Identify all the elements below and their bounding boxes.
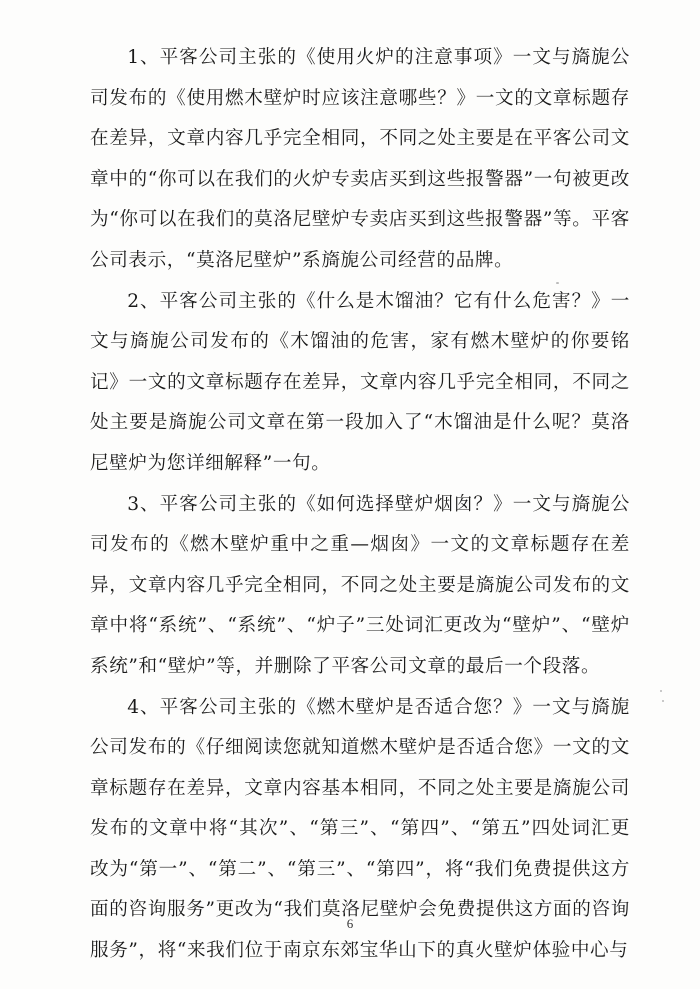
page-number: 6 [346,916,354,931]
document-body [90,38,630,972]
paragraph-2: 2、平客公司主张的《什么是木馏油？它有什么危害？》一文与旖旎公司发布的《木馏油的危害，家有燃木壁炉的你要铭记》一文的文章标题存在差异，文章内容几乎完全相同，不同之处主要是旖旎公司文章在第一段加入了“木馏油是什么呢？莫洛尼壁炉为您详细解释”一句。 [90,290,630,474]
scan-speck [660,690,662,692]
scan-speck [662,700,664,702]
paragraph-1: 1、平客公司主张的《使用火炉的注意事项》一文与旖旎公司发布的《使用燃木壁炉时应该注意哪些？》一文的文章标题存在差异，文章内容几乎完全相同，不同之处主要是在平客公司文章中的“你可以在我们的火炉专卖店买到这些报警器”一句被更改为“你可以在我们的莫洛尼壁炉专卖店买到这些报警器”等。平客公司表示，“莫洛尼壁炉”系旖旎公司经营的品牌。 [90,47,630,271]
paragraph-4: 4、平客公司主张的《燃木壁炉是否适合您？》一文与旖旎公司发布的《仔细阅读您就知道燃木壁炉是否适合您》一文的文章标题存在差异，文章内容基本相同，不同之处主要是旖旎公司发布的文章中将“其次”、“第三”、“第四”、“第五”四处词汇更改为“第一”、“第二”、“第三”、“第四”，将“我们免费提供这方面的咨询服务”更改为“我们莫洛尼壁炉会免费提供这方面的咨询服务”，将“来我们位于南京东郊宝华山下的真火壁炉体验中心与 [90,696,630,962]
scan-speck [556,282,559,284]
paragraph-3: 3、平客公司主张的《如何选择壁炉烟囱？》一文与旖旎公司发布的《燃木壁炉重中之重—烟囱》一文的文章标题存在差异，文章内容几乎完全相同，不同之处主要是旖旎公司发布的文章中将“系统”、“系统”、“炉子”三处词汇更改为“壁炉”、“壁炉系统”和“壁炉”等，并删除了平客公司文章的最后一个段落。 [90,493,630,677]
